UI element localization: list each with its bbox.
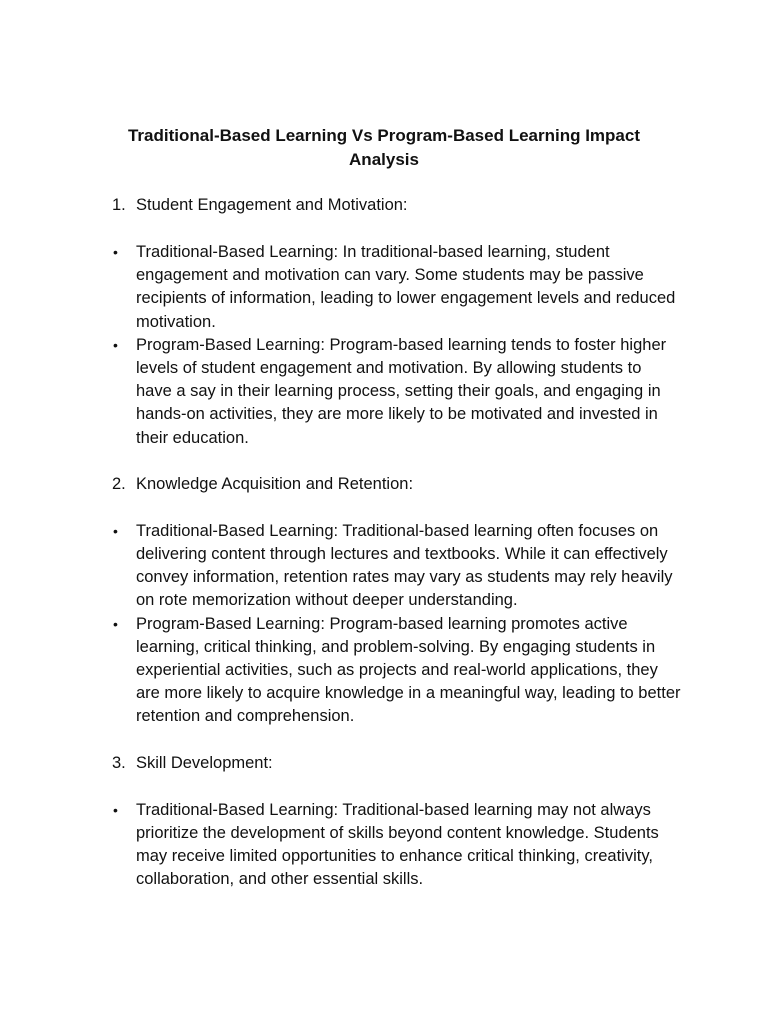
section-heading [0, 752, 768, 775]
section-2 [0, 473, 768, 729]
bullet-list [0, 799, 768, 892]
section-heading [0, 194, 768, 217]
list-item-text: Traditional-Based Learning: Traditional-based learning often focuses on delivering content through lectures and textbooks. While it can effectively convey information, retention rates may vary as students may rely heavily on rote memorization without deeper understanding. [136, 521, 673, 610]
section-1 [0, 194, 768, 450]
list-item-text: Traditional-Based Learning: Traditional-based learning may not always prioritize the development of skills beyond content knowledge. Students may receive limited opportunities to enhance critical thinking, creativity, collaboration, and other essential skills. [136, 800, 659, 889]
document-title: Traditional-Based Learning Vs Program-Based Learning Impact Analysis [127, 126, 640, 169]
bullet-icon: • [113, 244, 118, 260]
bullet-icon: • [113, 615, 118, 632]
list-item [0, 334, 681, 450]
bullet-list [0, 520, 768, 729]
list-item [0, 520, 681, 613]
bullet-icon: • [113, 336, 118, 353]
section-heading-text: Student Engagement and Motivation: [136, 196, 408, 214]
bullet-icon: • [113, 801, 118, 818]
list-item [0, 241, 681, 334]
section-number: 2. [112, 474, 126, 493]
list-item-text: Program-Based Learning: Program-based learning tends to foster higher levels of student engagement and motivation. By allowing students to have a say in their learning process, setting their goals, and engaging in hands-on activities, they are more likely to be motivated and invested in their education. [136, 335, 667, 447]
list-item [0, 799, 681, 892]
document-body [0, 194, 768, 891]
section-heading-text: Skill Development: [136, 753, 273, 772]
list-item [0, 613, 681, 729]
section-number: 3. [112, 753, 126, 772]
bullet-icon: • [113, 522, 118, 539]
bullet-list [0, 241, 768, 450]
section-3 [0, 752, 768, 892]
list-item-text: Traditional-Based Learning: In traditional-based learning, student engagement and motivation can vary. Some students may be passive recipients of information, leading to lower engagement levels and reduced motivation. [136, 243, 676, 331]
section-number: 1. [112, 196, 126, 214]
section-heading [0, 473, 768, 496]
list-item-text: Program-Based Learning: Program-based learning promotes active learning, critical thinking, and problem-solving. By engaging students in experiential activities, such as projects and real-world applications, they are more likely to acquire knowledge in a meaningful way, leading to better retention and comprehension. [136, 614, 681, 726]
section-heading-text: Knowledge Acquisition and Retention: [136, 474, 414, 493]
